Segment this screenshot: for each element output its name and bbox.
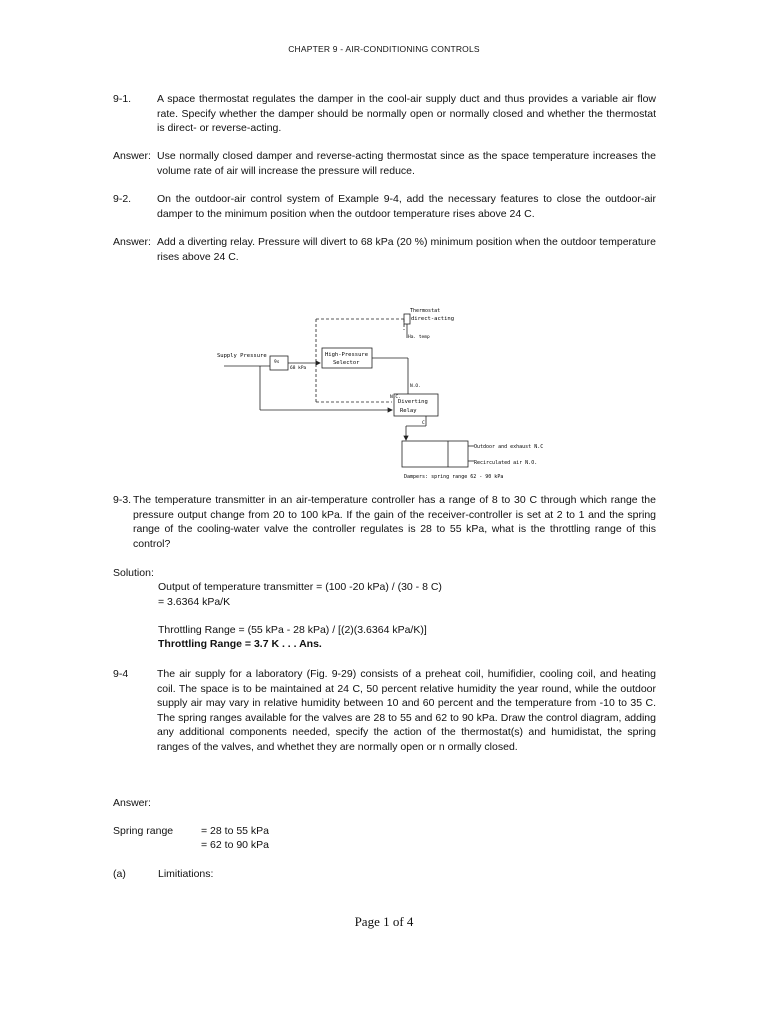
relay-label-1: Diverting (398, 399, 428, 405)
problem-number-9-2: 9-2. (113, 193, 132, 205)
problem-9-4-text: The air supply for a laboratory (Fig. 9-29) consists of a preheat coil, humifidier, cooling coil, and heating coil. The space is to be maintained at 24 C, 50 percent relative humidity the year round, while the outdoor supply air may vary in relative humidity between 10 and 60 percent and the temperature from -10 to 35 C. The spring ranges available for the valves are 28 to 55 and 62 to 90 kPa. Draw the control diagram, adding any additional components needed, specify the action of the thermostat(s) and humidistat, the spring ranges of the valves, and whethet they are normally open or n ormally closed. (157, 668, 656, 753)
problem-9-3-text (133, 493, 656, 551)
problem-9-3-body: The temperature transmitter in an air-temperature controller has a range of 8 to 30 C through which range the pressure output change from 20 to 100 kPa. If the gain of the receiver-controller is set at 2 to 1 and the spring range of the cooling-water valve the controller regulates is 28 to 55 kPa, what is the throttling range of this control? (133, 494, 656, 550)
problem-9-2-text: On the outdoor-air control system of Example 9-4, add the necessary features to close the outdoor-air damper to the minimum position when the outdoor temperature rises above 24 C. (157, 193, 656, 220)
solution-line-3: Throttling Range = (55 kPa - 28 kPa) / [(2)(3.6364 kPa/K)] (158, 624, 427, 636)
recirc-label: Recirculated air N.O. (474, 460, 538, 466)
supply-pressure-label: Supply Pressure (217, 353, 267, 359)
nc-label: N.C. (390, 395, 401, 400)
spring-range-label: Spring range (113, 825, 174, 837)
item-a-label: (a) (113, 868, 126, 880)
solution-line-2: = 3.6364 kPa/K (158, 596, 231, 608)
answer-label-9-1: Answer: (113, 150, 151, 162)
ha-temp-label: Ha. temp (408, 335, 430, 340)
kpa68-label: 68 kPa (290, 366, 307, 371)
page-footer: Page 1 of 4 (354, 914, 414, 929)
thermostat-label: Thermostat (410, 308, 441, 314)
item-a-text: Limitiations: (158, 868, 214, 880)
problem-number-9-1: 9-1. (113, 93, 132, 105)
direct-acting-label: direct-acting (411, 316, 455, 322)
chapter-header: CHAPTER 9 - AIR-CONDITIONING CONTROLS (288, 44, 480, 54)
damper-actuator-box (402, 441, 468, 467)
no-label: N.O. (410, 384, 421, 389)
answer-9-2-text: Add a diverting relay. Pressure will divert to 68 kPa (20 %) minimum position when the outdoor temperature rises above 24 C. (157, 236, 656, 263)
outdoor-label: Outdoor and exhaust N.C (474, 444, 544, 450)
answer-9-1-text: Use normally closed damper and reverse-acting thermostat since as the space temperature increases the volume rate of air will increase the pressure will reduce. (157, 150, 656, 177)
relay-label-2: Relay (400, 408, 417, 414)
hps-label-1: High-Pressure (325, 352, 369, 358)
hps-label-2: Selector (333, 360, 360, 366)
solution-line-1: Output of temperature transmitter = (100 -20 kPa) / (30 - 8 C) (158, 581, 442, 593)
problem-number-9-3: 9-3. (113, 494, 132, 506)
small-box-label: 9s (274, 360, 280, 365)
answer-label-9-2: Answer: (113, 236, 151, 248)
c-label: C (422, 421, 425, 426)
thermostat-icon (404, 314, 410, 324)
solution-line-4: Throttling Range = 3.7 K . . . Ans. (158, 638, 322, 650)
control-diagram (212, 302, 544, 482)
problem-number-9-4: 9-4 (113, 668, 129, 680)
problem-9-1-text: A space thermostat regulates the damper in the cool-air supply duct and thus provides a variable air flow rate. Specify whether the damper should be normally open or normally closed and whether the thermostat is direct- or reverse-acting. (157, 93, 656, 134)
spring-range-1: = 28 to 55 kPa (201, 825, 270, 837)
dampers-label: Dampers: spring range 62 - 90 kPa (404, 474, 504, 480)
solution-label: Solution: (113, 567, 154, 579)
answer-label-9-4: Answer: (113, 797, 151, 809)
spring-range-2: = 62 to 90 kPa (201, 839, 270, 851)
